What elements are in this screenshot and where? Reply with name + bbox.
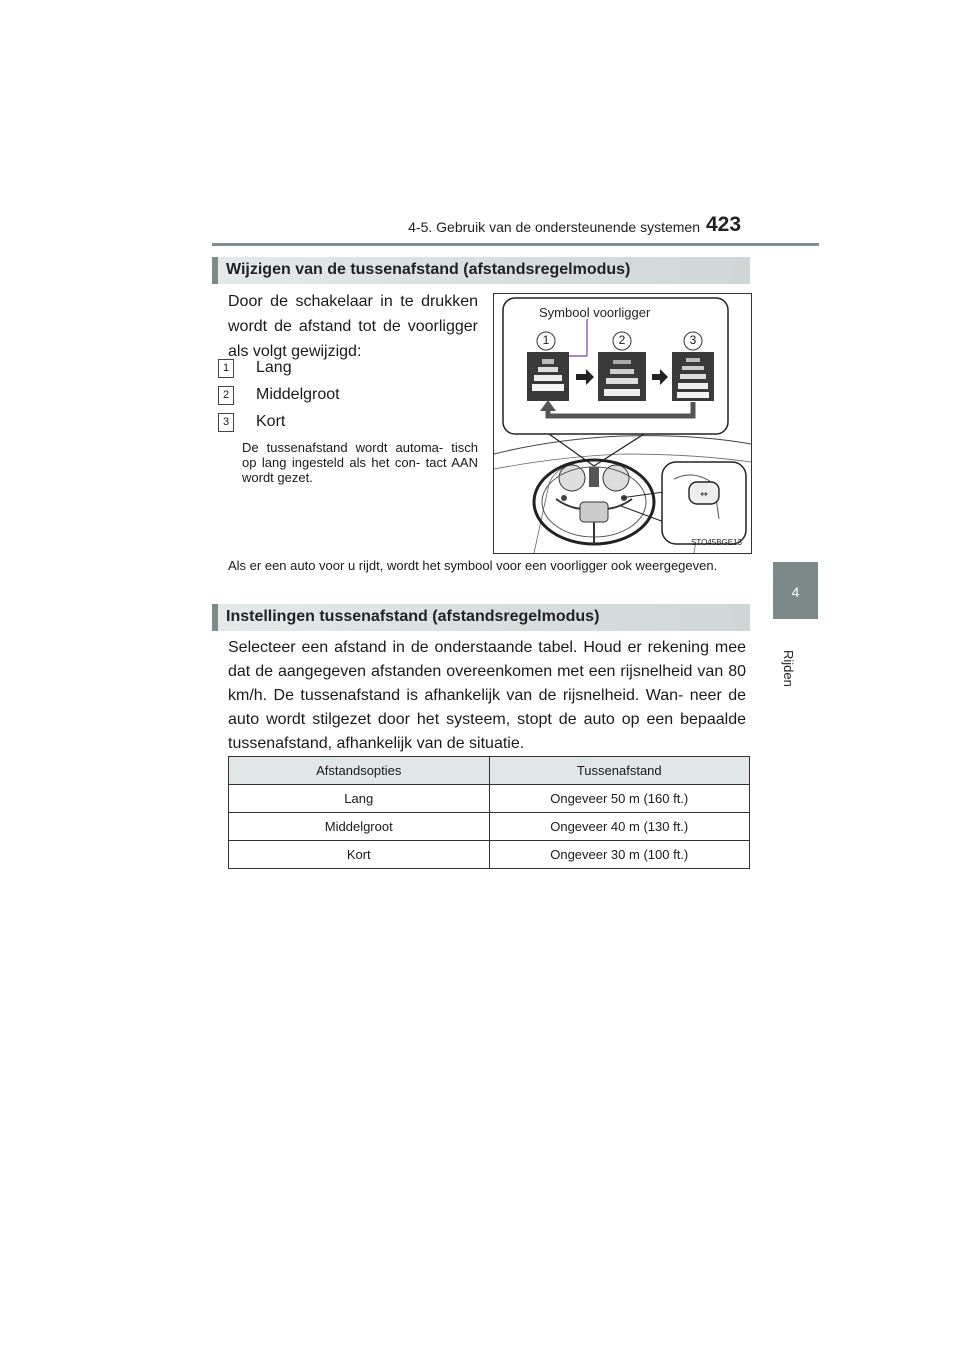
figure-marker-2: 2: [618, 333, 626, 347]
list-item-label: Middelgroot: [256, 386, 340, 403]
intro-text: Door de schakelaar in te drukken wordt de afstand tot de voorligger als volgt gewijzigd:: [228, 293, 478, 360]
table-cell: Ongeveer 30 m (100 ft.): [489, 841, 750, 869]
note-text: De tussenafstand wordt automa- tisch op lang ingesteld als het con- tact AAN wordt gezet.: [242, 440, 478, 485]
header-rule: [212, 243, 819, 246]
table-cell: Ongeveer 40 m (130 ft.): [489, 813, 750, 841]
section-title: Instellingen tussenafstand (afstandsregelmodus): [226, 608, 600, 625]
note-text: Als er een auto voor u rijdt, wordt het symbool voor een voorligger ook weergegeven.: [228, 558, 718, 573]
table-header-row: [229, 757, 750, 785]
body-paragraph: Selecteer een afstand in de onderstaande tabel. Houd er rekening mee dat de aangegeven afstanden overeenkomen met een rijsnelheid van 80 km/h. De tussenafstand is afhankelijk van de rijsnelheid. Wan- neer de auto wordt stilgezet door het systeem, stopt de auto op een bepaalde tussenafstand, afhankelijk van de situatie.: [228, 639, 746, 752]
table-cell: Kort: [229, 841, 490, 869]
table-header-cell: Tussenafstand: [489, 757, 750, 785]
chapter-tab: [773, 562, 818, 619]
number-box: 1: [218, 359, 234, 378]
list-item-label: Kort: [256, 413, 286, 430]
table-cell: Middelgroot: [229, 813, 490, 841]
header-section-title: 4-5. Gebruik van de ondersteunende systemen: [408, 219, 700, 235]
figure-marker-1: 1: [542, 333, 550, 347]
number-box: 2: [218, 386, 234, 405]
section-heading-distance-settings: [212, 604, 750, 631]
figure-code: STO45BGE13: [691, 538, 742, 547]
table-header-cell: Afstandsopties: [229, 757, 490, 785]
figure-marker-3: 3: [689, 333, 697, 347]
list-item-label: Lang: [256, 359, 292, 376]
table-row: [229, 813, 750, 841]
figure-label-symbol: Symbool voorligger: [539, 305, 651, 320]
table-cell: Lang: [229, 785, 490, 813]
page-number: 423: [706, 213, 742, 236]
svg-text:⇔: ⇔: [700, 490, 708, 500]
table-cell: Ongeveer 50 m (160 ft.): [489, 785, 750, 813]
section-heading-distance-change: [212, 257, 750, 284]
table-row: [229, 785, 750, 813]
figure-steering-wheel-illustration: [493, 293, 752, 554]
section-title: Wijzigen van de tussenafstand (afstandsregelmodus): [226, 261, 631, 278]
chapter-label: Rijden: [781, 650, 796, 687]
distance-table: [228, 756, 750, 869]
number-box: 3: [218, 413, 234, 432]
chapter-number: 4: [791, 584, 800, 600]
table-row: [229, 841, 750, 869]
